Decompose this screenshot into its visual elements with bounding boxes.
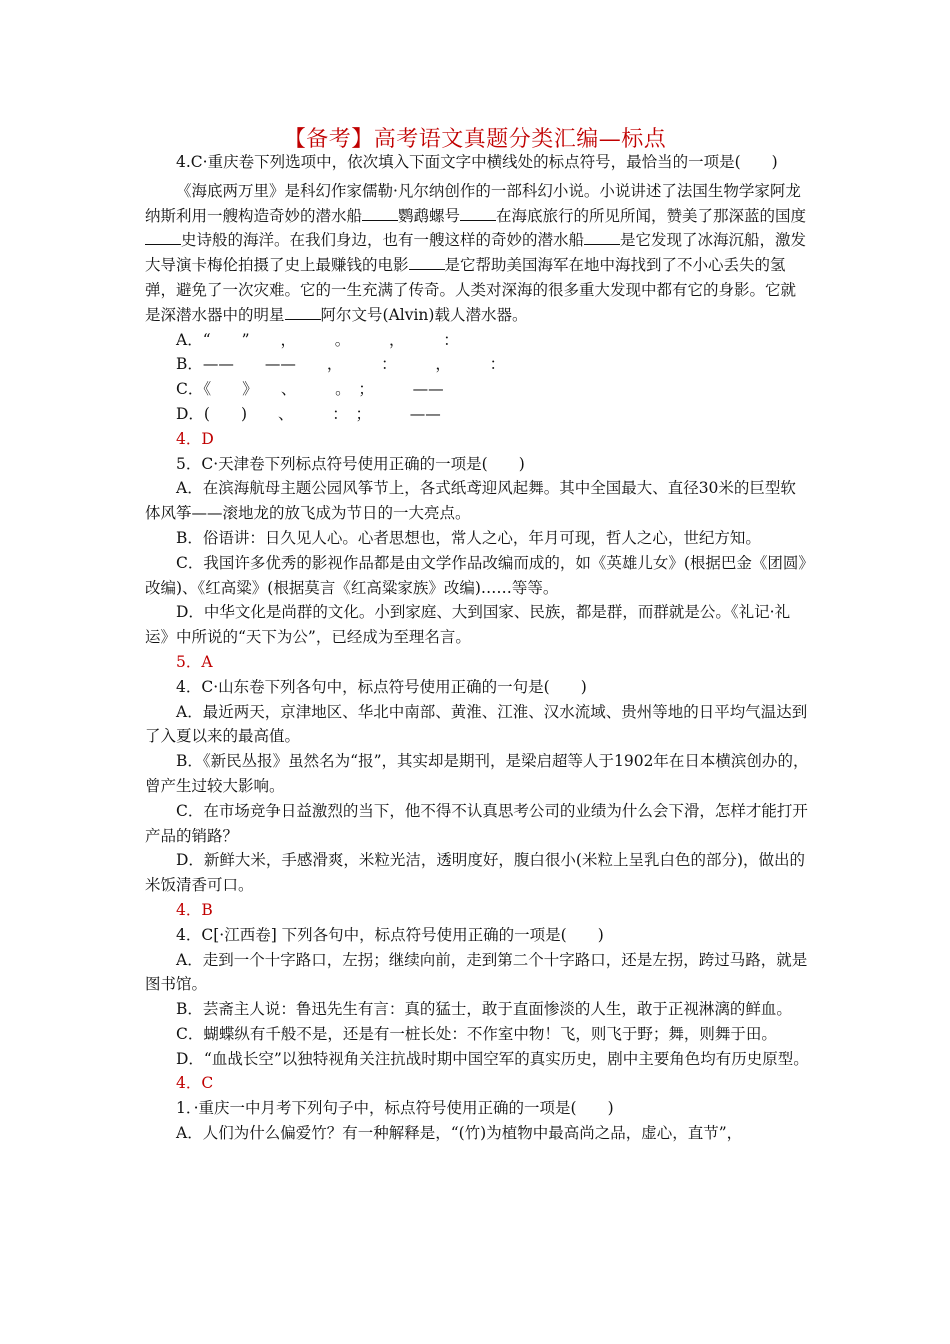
option: A．最近两天，京津地区、华北中南部、黄淮、江淮、汉水流域、贵州等地的日平均气温达到了入夏以来的最高值。 (145, 702, 808, 746)
option: C．我国许多优秀的影视作品都是由文学作品改编而成的，如《英雄儿女》(根据巴金《团圆》改编)、《红高粱》(根据莫言《红高粱家族》改编)……等等。 (145, 553, 807, 597)
option: B．俗语讲：日久见人心。心者思想也，常人之心，年月可现，哲人之心，世纪方知。 (176, 528, 761, 547)
option: C．蝴蝶纵有千般不是，还是有一桩长处：不作室中物！飞，则飞于野；舞，则舞于田。 (176, 1024, 777, 1043)
option: C．《 》 、 。 ； —— (176, 380, 444, 399)
option: D．新鲜大米，手感滑爽，米粒光洁，透明度好，腹白很小(米粒上呈乳白色的部分)，做出的米饭清香可口。 (145, 851, 806, 895)
passage-text: 是它发现了冰海沉船，激发大导演卡梅伦拍摄了史上最赚钱的电影 (145, 231, 807, 275)
question-stem: 5．C·天津卷下列标点符号使用正确的一项是( ) (176, 454, 525, 473)
answer: 4．D (176, 429, 214, 448)
blank (409, 255, 445, 270)
passage-text: 阿尔文号(Alvin)载人潜水器。 (320, 305, 528, 324)
blank (460, 206, 496, 221)
option: C．在市场竞争日益激烈的当下，他不得不认真思考公司的业绩为什么会下滑，怎样才能打开产品的销路？ (145, 801, 808, 845)
document-title: 【备考】高考语文真题分类汇编—标点 (283, 127, 667, 152)
blank (584, 230, 620, 245)
passage-text: 《海底两万里》是科幻作家儒勒·凡尔纳创作的一部科幻小说。小说讲述了法国生物学家阿龙纳斯利用一艘构造奇妙的潜水船 (145, 181, 801, 225)
option: D．( ) 、 ： ； —— (176, 404, 441, 423)
question-stem: 4．C·山东卷下列各句中，标点符号使用正确的一句是( ) (176, 677, 587, 696)
option: A．在滨海航母主题公园风筝节上，各式纸鸢迎风起舞。其中全国最大、直径30米的巨型软体风筝——滚地龙的放飞成为节日的一大亮点。 (145, 479, 796, 523)
option: D．中华文化是尚群的文化。小到家庭、大到国家、民族，都是群，而群就是公。《礼记·礼运》中所说的“天下为公”，已经成为至理名言。 (145, 603, 791, 647)
answer: 4．C (176, 1074, 214, 1093)
option: B．《新民丛报》虽然名为“报”，其实却是期刊，是梁启超等人于1902年在日本横滨创办的，曾产生过较大影响。 (145, 752, 809, 795)
option: A．“ ” ， 。 ， ： (176, 330, 459, 349)
option: B．芸斋主人说：鲁迅先生有言：真的猛士，敢于直面惨淡的人生，敢于正视淋漓的鲜血。 (176, 1000, 792, 1019)
blank (362, 206, 398, 221)
option: A．走到一个十字路口，左拐；继续向前，走到第二个十字路口，还是左拐，跨过马路，就是图书馆。 (145, 950, 808, 994)
passage-text: 鹦鹉螺号 (398, 206, 461, 225)
blank (145, 230, 181, 245)
question-stem: 4．C[·江西卷] 下列各句中，标点符号使用正确的一项是( ) (176, 925, 604, 944)
passage-text: 是它帮助美国海军在地中海找到了不小心丢失的氢弹，避免了一次灾难。它的一生充满了传奇。人类对深海的很多重大发现中都有它的身影。它就是深潜水器中的明星 (145, 256, 797, 324)
question-stem: 1．·重庆一中月考下列句子中，标点符号使用正确的一项是( ) (176, 1099, 614, 1118)
passage (145, 179, 810, 328)
passage-text: 在海底旅行的所见所闻，赞美了那深蓝的国度 (496, 206, 807, 225)
option: A．人们为什么偏爱竹？有一种解释是，“(竹)为植物中最高尚之品，虚心，直节”， (176, 1124, 743, 1143)
document-body (145, 150, 810, 1146)
option: D．“血战长空”以独特视角关注抗战时期中国空军的真实历史，剧中主要角色均有历史原型。 (176, 1049, 809, 1068)
answer: 4．B (176, 900, 213, 919)
blank (285, 305, 321, 320)
passage-text: 史诗般的海洋。在我们身边，也有一艘这样的奇妙的潜水船 (181, 231, 585, 250)
answer: 5．A (176, 652, 213, 671)
question-stem: 4.C·重庆卷下列选项中，依次填入下面文字中横线处的标点符号，最恰当的一项是( ) (176, 153, 778, 171)
option: B．—— —— ， ： ， ： (176, 355, 506, 374)
